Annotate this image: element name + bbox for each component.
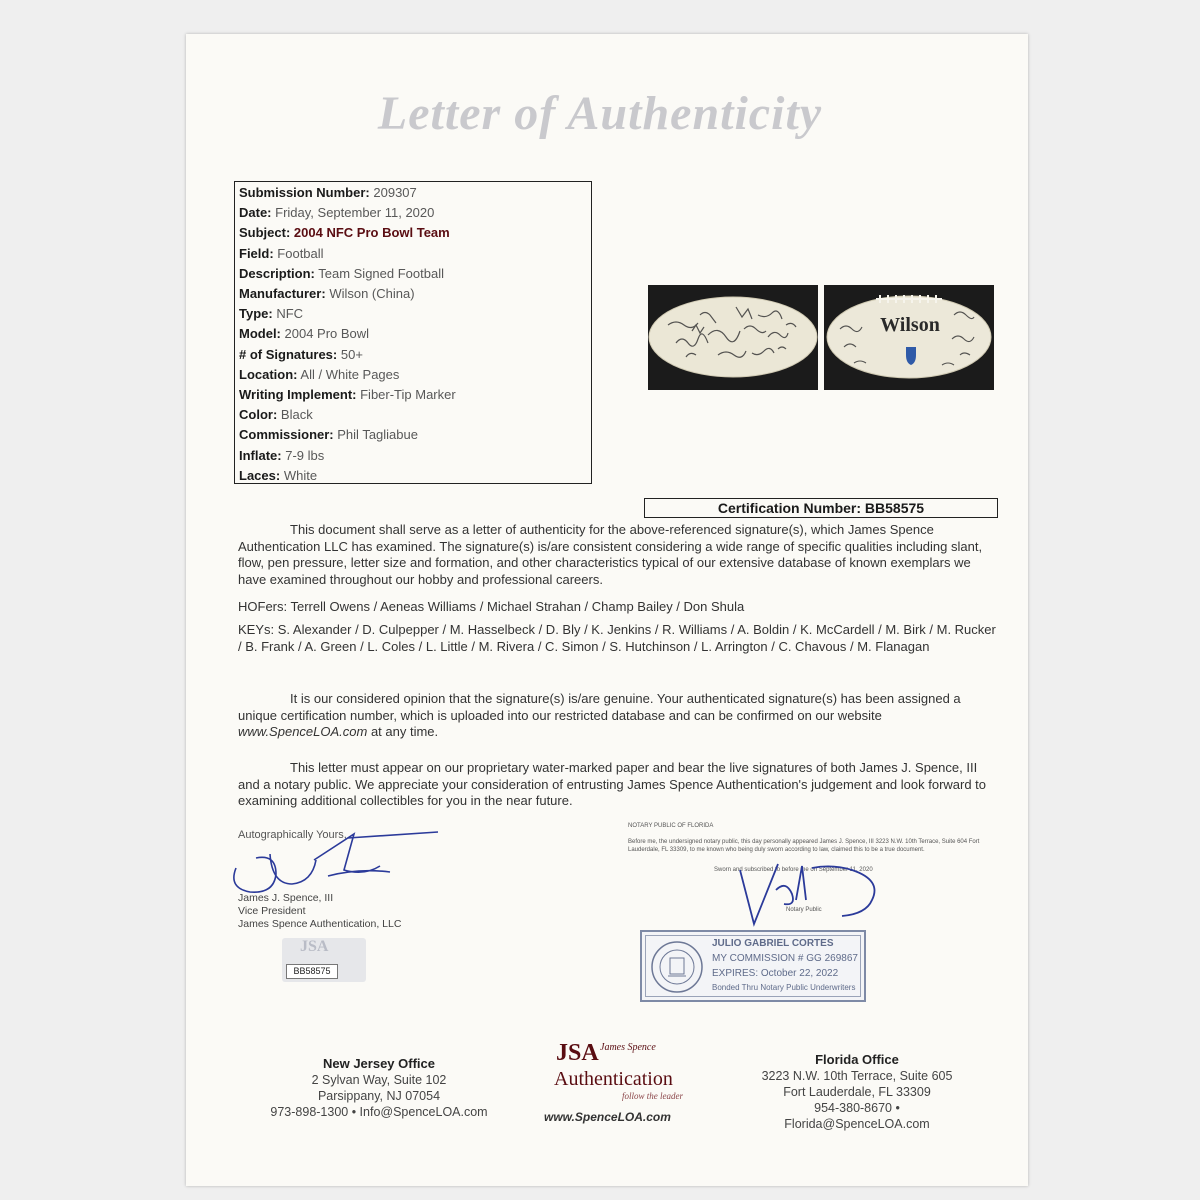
info-value: White <box>283 467 318 483</box>
certification-label: Certification Number: <box>717 500 862 516</box>
football-photo-wilson <box>824 285 994 390</box>
closing-text: Autographically Yours, <box>238 829 347 841</box>
nj-office-head: New Jersey Office <box>322 1056 435 1071</box>
info-value: 50+ <box>340 346 363 362</box>
signer-name: James J. Spence, III <box>238 892 334 904</box>
authenticity-paragraph <box>238 522 992 588</box>
submission-info-box <box>234 181 592 484</box>
notary-stamp <box>640 930 866 1002</box>
info-row-description <box>239 264 587 284</box>
info-value: Fiber-Tip Marker <box>360 387 456 403</box>
jsa-logo-authentication: Authentication <box>554 1068 673 1090</box>
info-label: Commissioner: <box>239 427 334 443</box>
info-row-signatures <box>239 345 587 365</box>
jsa-logo-website[interactable]: www.SpenceLOA.com <box>544 1110 671 1124</box>
info-value: Team Signed Football <box>318 265 444 281</box>
jsa-logo-letters: JSA <box>556 1040 599 1066</box>
info-label: Date: <box>239 205 272 221</box>
info-label: Laces: <box>239 467 281 483</box>
keys-list: KEYs: S. Alexander / D. Culpepper / M. Hasselbeck / D. Bly / K. Jenkins / R. Williams / A. Boldin / K. McCardell / M. Birk / M. Rucker / B. Frank / A. Green / L. Coles / L. Little / M. Rivera / C. Simon / S. Hutchinson / L. Arrington / C. Chavous / M. Flanagan <box>238 622 996 654</box>
paper-paragraph <box>238 760 992 810</box>
info-row-subject <box>239 223 587 243</box>
fl-office-line2: Fort Lauderdale, FL 33309 <box>783 1085 931 1099</box>
certification-value: BB58575 <box>864 500 925 516</box>
nj-office-line2: Parsippany, NJ 07054 <box>317 1089 441 1103</box>
fl-office-head: Florida Office <box>815 1052 899 1067</box>
certification-number-box <box>644 498 998 518</box>
info-label: Submission Number: <box>239 185 370 200</box>
wilson-brand-text: Wilson <box>880 314 940 336</box>
info-value: 209307 <box>373 185 417 200</box>
signer-company: James Spence Authentication, LLC <box>238 918 402 930</box>
jsa-logo-spence: James Spence <box>600 1042 656 1053</box>
info-label: Location: <box>239 366 298 382</box>
notary-seal-icon <box>650 940 704 994</box>
info-label: Color: <box>239 407 278 423</box>
info-value: All / White Pages <box>300 366 400 382</box>
info-row-manufacturer <box>239 284 587 304</box>
info-value: Phil Tagliabue <box>337 427 418 443</box>
info-label: Inflate: <box>239 447 282 463</box>
info-row-color <box>239 405 587 425</box>
opinion-paragraph <box>238 691 992 741</box>
paper-text: This letter must appear on our proprietary water-marked paper and bear the live signatures of both James J. Spence, III and a notary public. We appreciate your consideration of entrusting James Spence Authentication's judgement and look forward to examining additional collectibles for you in the near future. <box>238 760 987 808</box>
info-value: 7-9 lbs <box>285 447 325 463</box>
nj-office-line1: 2 Sylvan Way, Suite 102 <box>311 1073 447 1087</box>
hologram-number: BB58575 <box>286 964 338 979</box>
info-row-laces <box>239 466 587 486</box>
info-row-writing <box>239 385 587 405</box>
spence-signature <box>218 828 448 898</box>
notary-signature <box>700 850 900 930</box>
stamp-expires: EXPIRES: October 22, 2022 <box>712 968 839 979</box>
hofers-list: HOFers: Terrell Owens / Aeneas Williams / Michael Strahan / Champ Bailey / Don Shula <box>238 599 745 614</box>
fl-office-line3: 954-380-8670 • Florida@SpenceLOA.com <box>784 1101 930 1131</box>
signer-title: Vice President <box>238 905 306 917</box>
info-label: Description: <box>239 265 315 281</box>
info-label: Manufacturer: <box>239 286 326 302</box>
info-value: 2004 Pro Bowl <box>284 326 370 342</box>
info-label: Subject: <box>239 225 291 241</box>
info-value: Black <box>280 407 313 423</box>
fl-office <box>742 1052 972 1132</box>
nj-office <box>264 1056 494 1120</box>
info-row-field <box>239 244 587 264</box>
stamp-name: JULIO GABRIEL CORTES <box>712 938 834 949</box>
info-value: Wilson (China) <box>329 286 415 302</box>
info-row-location <box>239 365 587 385</box>
opinion-text: It is our considered opinion that the signature(s) is/are genuine. Your authenticated signature(s) has been assigned a unique certification number, which is uploaded into our restricted database and can be confirmed on our website <box>238 691 961 723</box>
website-link[interactable]: www.SpenceLOA.com <box>238 724 368 739</box>
notary-header: NOTARY PUBLIC OF FLORIDA <box>628 823 714 829</box>
info-value: 2004 NFC Pro Bowl Team <box>293 225 450 241</box>
fl-office-line1: 3223 N.W. 10th Terrace, Suite 605 <box>761 1069 953 1083</box>
info-row-model <box>239 324 587 344</box>
jsa-logo <box>540 1040 710 1132</box>
info-value: NFC <box>276 306 304 322</box>
nj-office-line3: 973-898-1300 • Info@SpenceLOA.com <box>270 1105 488 1119</box>
info-row-submission <box>239 183 587 203</box>
page-title: Letter of Authenticity <box>377 87 823 140</box>
jsa-logo-tagline: follow the leader <box>622 1091 683 1101</box>
info-label: Writing Implement: <box>239 387 357 403</box>
info-label: Type: <box>239 306 273 322</box>
info-row-commissioner <box>239 425 587 445</box>
info-row-date <box>239 203 587 223</box>
jsa-hologram-sticker <box>282 938 366 982</box>
authenticity-text: This document shall serve as a letter of authenticity for the above-referenced signature(s), which James Spence Authentication LLC has examined. The signature(s) is/are consistent considering a wide range of specific qualities including slant, flow, pen pressure, letter size and formation, and other characteristics typical of our extensive database of known exemplars we have examined throughout our hobby and professional careers. <box>238 522 983 587</box>
opinion-text-end: at any time. <box>367 724 439 739</box>
notary-sworn: Sworn and subscribed to before me on September 11, 2020 <box>714 867 873 873</box>
notary-label: Notary Public <box>786 907 822 913</box>
football-photo-side <box>648 285 818 390</box>
info-value: Football <box>277 245 324 261</box>
hologram-logo-text: JSA <box>300 938 329 955</box>
info-label: # of Signatures: <box>239 346 338 362</box>
info-label: Model: <box>239 326 281 342</box>
notary-body: Before me, the undersigned notary public, this day personally appeared James J. Spence, III 3223 N.W. 10th Terrace, Suite 604 Fort Lauderdale, FL 33309, to me known who being duly sworn according to law, claimed this to be a true document. <box>628 839 980 853</box>
info-value: Friday, September 11, 2020 <box>275 205 435 221</box>
stamp-bonded: Bonded Thru Notary Public Underwriters <box>712 983 856 992</box>
info-row-inflate <box>239 446 587 466</box>
info-label: Field: <box>239 245 274 261</box>
info-row-type <box>239 304 587 324</box>
stamp-commission: MY COMMISSION # GG 269867 <box>712 953 858 964</box>
